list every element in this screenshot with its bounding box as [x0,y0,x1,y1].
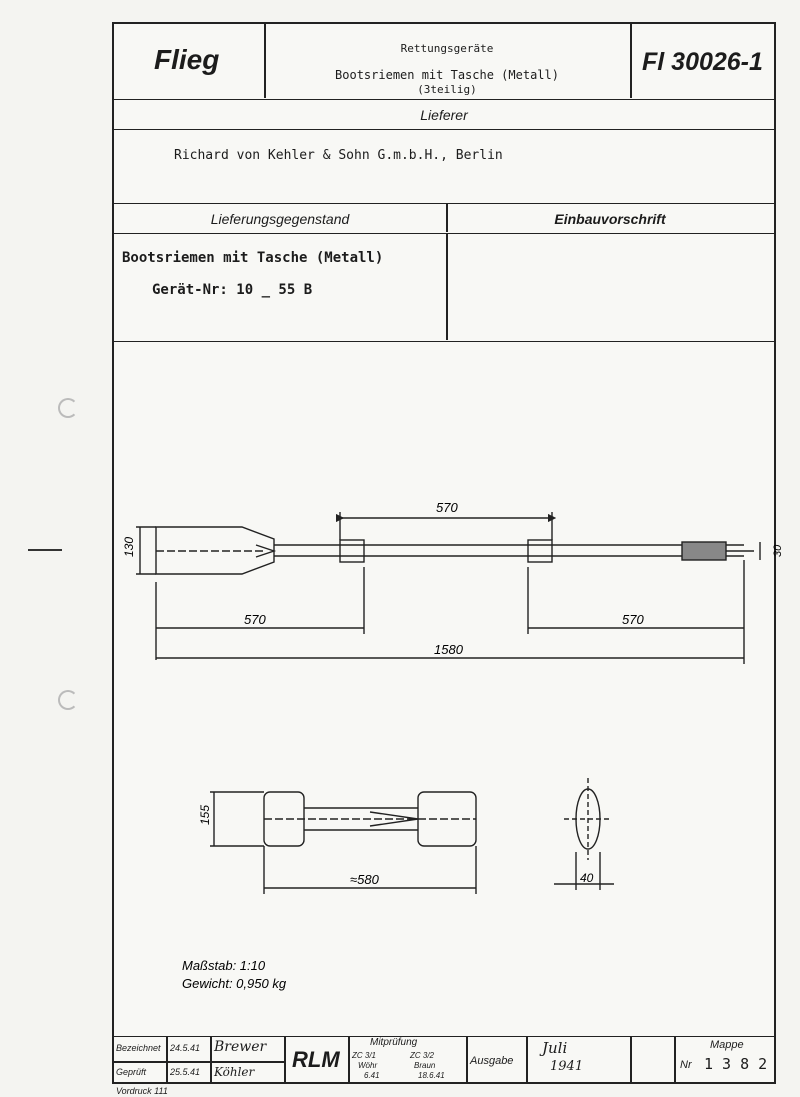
supplier-label: Lieferer [420,107,468,123]
drawn-date: 24.5.41 [170,1043,201,1053]
weight-note: Gewicht: 0,950 kg [182,976,287,991]
title-block [114,1036,774,1082]
sleeve-right [528,540,552,562]
folder-label: Mappe [710,1039,744,1051]
category-text: Rettungsgeräte [400,42,494,55]
copy-2: ZC 3/2 [410,1051,435,1060]
dim-155: 155 [198,804,212,825]
punch-hole-bottom [58,690,78,710]
scale-note: Maßstab: 1:10 [182,958,266,973]
checked-name: Köhler [214,1065,255,1079]
issue-label: Ausgabe [470,1055,514,1067]
dim-1580: 1580 [434,642,463,657]
dim-40: 40 [580,871,594,885]
copy-2c: 18.6.41 [418,1071,445,1080]
delivery-label-row [114,204,774,234]
punch-hole-top [58,398,78,418]
folder-prefix: Nr [680,1059,692,1071]
checked-date: 25.5.41 [170,1067,201,1077]
checked-label: Geprüft [116,1067,147,1077]
dim-130: 130 [122,536,136,557]
copy-1b: Wöhr [358,1061,378,1070]
issue-month: Juli [542,1039,568,1057]
title-line2: (3teilig) [417,83,477,96]
installation-label: Einbauvorschrift [554,211,666,227]
drawing-sheet [112,22,784,1084]
grip [682,542,726,560]
sheet-number: Fl 30026-1 [642,48,763,76]
supplier-row [114,130,774,204]
sleeve-left [340,540,364,562]
supplier-label-row [114,100,774,130]
delivery-label: Lieferungsgegenstand [210,211,350,227]
copy-1: ZC 3/1 [352,1051,377,1060]
dim-570-left: 570 [244,612,266,627]
folder-number: 1 3 8 2 [704,1055,768,1073]
copy-2b: Braun [414,1061,436,1070]
copy-label: Mitprüfung [370,1037,418,1048]
technical-drawing [114,342,784,1042]
dim-580: ≈580 [350,872,379,887]
dim-30: 30 [772,544,784,557]
copy-1c: 6.41 [364,1071,380,1080]
org-stamp: RLM [292,1047,340,1072]
title-line1: Bootsriemen mit Tasche (Metall) [335,68,559,82]
dim-570-top: 570 [436,500,458,515]
drawn-label: Bezeichnet [116,1043,161,1053]
margin-mark [28,549,62,551]
drawn-name: Brewer [214,1039,267,1055]
delivery-item: Bootsriemen mit Tasche (Metall) [122,250,384,266]
print-note: Vordruck 111 [116,1086,168,1096]
delivery-row [114,234,774,342]
company-name: Flieg [154,44,220,75]
header-row [114,24,774,100]
issue-year: 1941 [550,1059,584,1074]
dim-570-right: 570 [622,612,644,627]
device-number: Gerät-Nr: 10 _ 55 B [152,282,313,298]
supplier-name: Richard von Kehler & Sohn G.m.b.H., Berlin [174,148,503,163]
